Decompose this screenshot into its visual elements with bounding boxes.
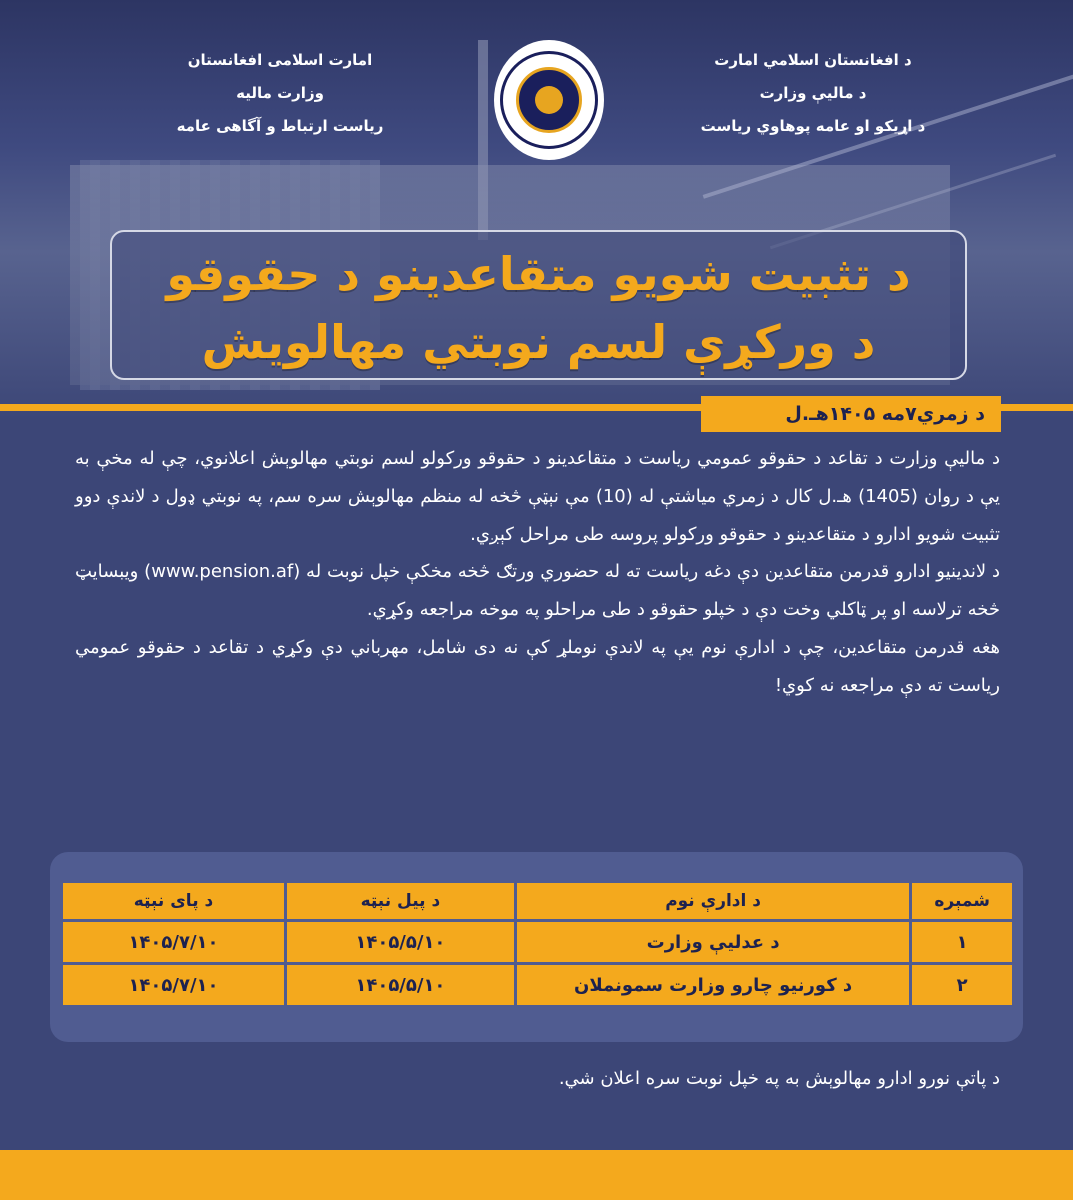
cell-end-date: ۱۴۰۵/۷/۱۰ <box>63 922 284 962</box>
date-badge: د زمري۷مه ۱۴۰۵هـ.ل <box>701 396 1001 432</box>
header-right-line: د اړيکو او عامه پوهاوي رياست <box>700 117 926 135</box>
table-header-row <box>63 883 1012 919</box>
footer-note: د پاتې نورو ادارو مهالوېش به په خپل نوبت سره اعلان شي. <box>558 1068 1000 1089</box>
cell-start-date: ۱۴۰۵/۵/۱۰ <box>287 922 514 962</box>
cell-end-date: ۱۴۰۵/۷/۱۰ <box>63 965 284 1005</box>
header-left-line: امارت اسلامی افغانستان <box>187 51 373 69</box>
cell-office-name: د کورنيو چارو وزارت سمونملان <box>517 965 910 1005</box>
header-office-name: د ادارې نوم <box>517 883 910 919</box>
header-right-line: د ماليې وزارت <box>759 84 867 102</box>
seal-inner <box>516 67 582 133</box>
announcement-title <box>110 230 967 380</box>
header-start-date: د پيل نېټه <box>287 883 514 919</box>
schedule-table <box>60 880 1015 1008</box>
cell-office-name: د عدليې وزارت <box>517 922 910 962</box>
title-line-2: د ورکړې لسم نوبتي مهالويش <box>201 315 876 369</box>
cell-start-date: ۱۴۰۵/۵/۱۰ <box>287 965 514 1005</box>
cell-number: ۲ <box>912 965 1012 1005</box>
header-left-dari <box>150 44 410 143</box>
header-number: شمېره <box>912 883 1012 919</box>
header-right-pashto <box>683 44 943 143</box>
announcement-body <box>75 440 1000 705</box>
coin-icon <box>535 86 563 114</box>
ministry-seal-icon <box>494 40 604 160</box>
header-left-line: وزارت ماليه <box>236 84 324 102</box>
header-right-line: د افغانستان اسلامي امارت <box>714 51 912 69</box>
bottom-accent-bar <box>0 1150 1073 1200</box>
cell-number: ۱ <box>912 922 1012 962</box>
header-left-line: رياست ارتباط و آگاهی عامه <box>176 117 384 135</box>
title-line-1: د تثبيت شويو متقاعدينو د حقوقو <box>166 247 911 301</box>
body-paragraph: هغه قدرمن متقاعدين، چې د ادارې نوم يې په لاندې نوملړ کې نه دی شامل، مهرباني دې وکړي د تقاعد د حقوقو عمومي رياست ته دې مراجعه نه کوي! <box>75 636 1000 696</box>
body-paragraph: د لاندينيو ادارو قدرمن متقاعدين دې دغه رياست ته له حضوري ورتګ څخه مخکې خپل نوبت له (www.pension.af) ويبسايټ څخه ترلاسه او پر ټاکلي وخت دې د خپلو حقوقو د طی مراحلو په موخه مراجعه وکړي. <box>75 561 1000 621</box>
body-paragraph: د ماليې وزارت د تقاعد د حقوقو عمومي رياست د متقاعدينو د حقوقو ورکولو لسم نوبتي مهالوېش اعلانوي، چې له مخې به يې د روان (1405) هـ.ل کال د زمري مياشتې له (10) مې نېټې څخه له منظم مهالوېش سره سم، په نوبتي ډول د لاندې دوو تثبيت شويو ادارو د متقاعدينو د حقوقو ورکولو پروسه طی مراحل کېږي. <box>75 448 1000 545</box>
header-end-date: د پای نېټه <box>63 883 284 919</box>
table-row <box>63 922 1012 962</box>
seal-ring <box>500 51 598 149</box>
table-row <box>63 965 1012 1005</box>
flag-pole-image <box>478 40 488 240</box>
